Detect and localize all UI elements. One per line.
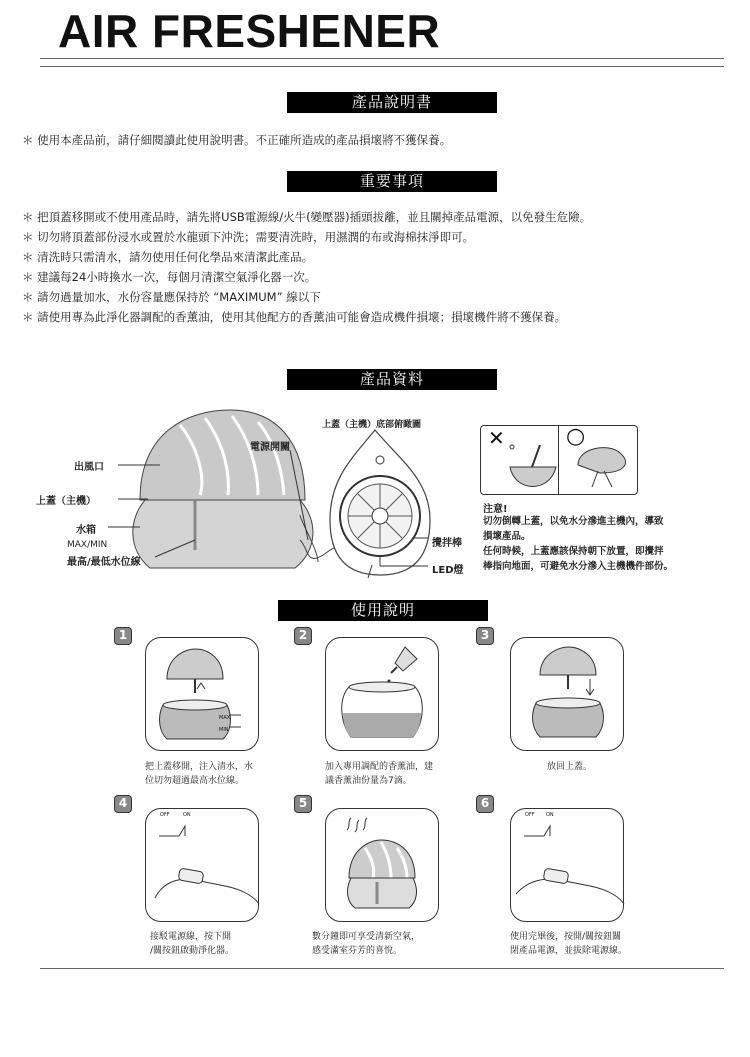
off-label: OFF xyxy=(160,812,170,818)
step-caption: 放回上蓋。 xyxy=(547,762,593,772)
step-caption: 把上蓋移開，注入清水，水 xyxy=(145,762,254,772)
step-3-illustration xyxy=(510,637,624,751)
label-led: LED燈 xyxy=(432,565,464,576)
label-lid: 上蓋（主機） xyxy=(36,496,96,507)
divider xyxy=(40,58,724,59)
max-label: MAX xyxy=(219,715,231,721)
label-water-level: 最高/最低水位線 xyxy=(67,557,141,568)
step-5-illustration xyxy=(325,808,439,922)
step-caption: 閉產品電源，並拔除電源線。 xyxy=(510,946,628,956)
orientation-illustration xyxy=(480,425,640,495)
step-number: 2 xyxy=(294,627,312,645)
section-product-info: 產品資料 xyxy=(287,369,497,390)
step-number: 1 xyxy=(114,627,132,645)
important-item: ＊ 建議每24小時換水一次，每個月清潔空氣淨化器一次。 xyxy=(22,270,317,284)
intro-note: ＊ 使用本產品前，請仔細閱讀此使用說明書。不正確所造成的產品損壞將不獲保養。 xyxy=(22,133,452,147)
step-caption: 加入專用調配的香薰油，建 xyxy=(325,762,434,772)
right-mark-icon: ○ xyxy=(566,424,586,449)
important-item: ＊ 請勿過量加水，水份容量應保持於 “MAXIMUM” 線以下 xyxy=(22,290,321,304)
step-caption: 接駁電源線，按下開 xyxy=(150,932,232,942)
step-number: 3 xyxy=(476,627,494,645)
step-1-illustration xyxy=(145,637,259,751)
step-caption: 數分鐘即可享受清新空氣， xyxy=(312,932,421,942)
step-4-illustration xyxy=(145,808,259,922)
divider xyxy=(40,66,724,67)
label-bottom-view: 上蓋（主機）底部俯瞰圖 xyxy=(322,420,422,430)
important-item: ＊ 清洗時只需清水，請勿使用任何化學品來清潔此產品。 xyxy=(22,250,314,264)
warning-line: 損壞產品。 xyxy=(483,531,531,542)
on-label: ON xyxy=(183,812,191,818)
important-item: ＊ 切勿將頂蓋部份浸水或置於水龍頭下沖洗；需要清洗時，用濕潤的布或海棉抹淨即可。 xyxy=(22,230,475,244)
important-item: ＊ 請使用專為此淨化器調配的香薰油，使用其他配方的香薰油可能會造成機件損壞；損壞機件將不獲保養。 xyxy=(22,310,567,324)
label-outlet: 出風口 xyxy=(74,462,104,473)
step-caption: 使用完畢後，按開/關按鈕關 xyxy=(510,932,622,942)
min-label: MIN xyxy=(219,727,229,733)
important-item: ＊ 把頂蓋移開或不使用產品時，請先將USB電源線/火牛(變壓器)插頭拔離，並且關掉產品電源，以免發生危險。 xyxy=(22,210,592,224)
wrong-mark-icon: ✕ xyxy=(488,426,505,450)
label-power-switch: 電源開關 xyxy=(250,442,290,453)
divider xyxy=(40,968,724,969)
step-6-illustration xyxy=(510,808,624,922)
label-stirrer: 攪拌棒 xyxy=(432,538,462,549)
section-usage: 使用說明 xyxy=(278,600,488,621)
step-caption: /關按鈕啟動淨化器。 xyxy=(150,946,235,956)
warning-title: 注意! xyxy=(483,504,508,515)
step-caption: 議香薰油份量為7滴。 xyxy=(325,776,412,786)
page-title: AIR FRESHENER xyxy=(58,5,441,57)
section-important: 重要事項 xyxy=(287,171,497,192)
step-number: 4 xyxy=(114,795,132,813)
step-caption: 位切勿超過最高水位線。 xyxy=(145,776,245,786)
label-tank: 水箱 xyxy=(76,525,96,536)
on-label: ON xyxy=(546,812,554,818)
warning-line: 切勿倒轉上蓋，以免水分滲進主機內，導致 xyxy=(483,516,664,527)
section-manual: 產品說明書 xyxy=(287,92,497,113)
step-number: 6 xyxy=(476,795,494,813)
warning-line: 棒指向地面，可避免水分滲入主機機件部份。 xyxy=(483,561,674,572)
step-caption: 感受滿室芬芳的喜悅。 xyxy=(312,946,403,956)
off-label: OFF xyxy=(525,812,535,818)
step-2-illustration xyxy=(325,637,439,751)
step-number: 5 xyxy=(294,795,312,813)
warning-line: 任何時候，上蓋應該保持朝下放置，即攪拌 xyxy=(483,546,664,557)
label-max-min: MAX/MIN xyxy=(67,540,108,550)
